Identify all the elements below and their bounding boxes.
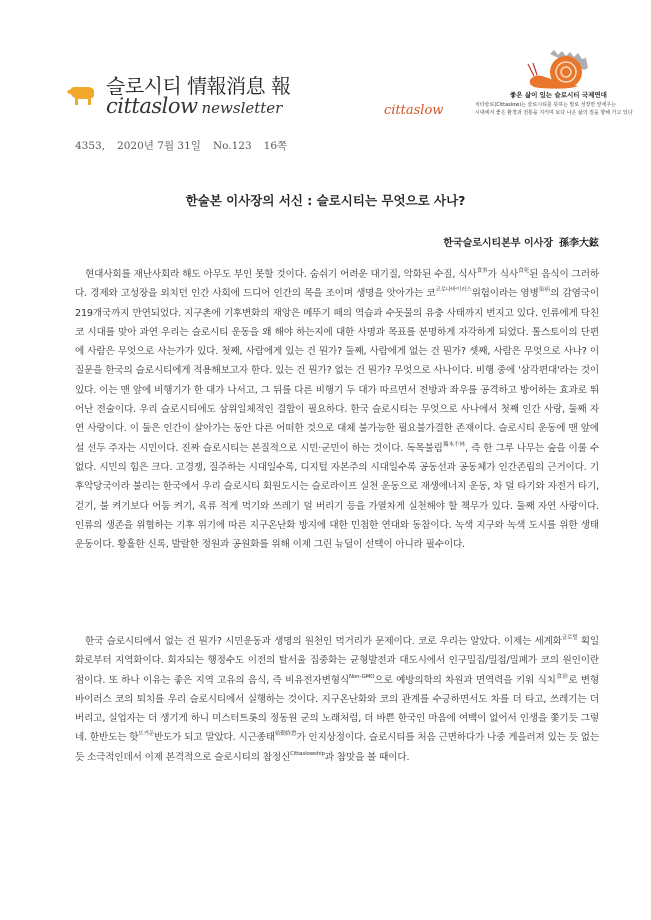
cittaslow-wordmark: cittaslow bbox=[384, 103, 444, 118]
tagline-line-1: 치타슬로(Cittaslow)는 슬로시티를 뜻하는 말로 성장만 앞세우는 bbox=[475, 102, 617, 108]
author-name: 孫李大鉉 bbox=[559, 238, 599, 249]
cittaslow-logo-block bbox=[380, 50, 633, 125]
tagline-heading: 좋은 삶이 있는 슬로시티 국제연대 bbox=[510, 91, 607, 99]
page-count: 16쪽 bbox=[263, 140, 288, 152]
cow-logo-icon bbox=[66, 84, 96, 106]
article-paragraph-1: 현대사회를 재난사회라 해도 아무도 부인 못할 것이다. 숨쉬기 어려운 대기질, 악화된 수질, 식사$^{食事}$가 식사$^{食死}$된 음식이 그러하다. 경제와 고성장을 외치던 인간 사회에 드디어 인간의 목을 조이며 생명을 앗아가는 코$^{코로나바이러스}$위험이라는 염병$^{染病}$의 감염국이 219개국까지 만연되었다. 지구촌에 기후변화의 재앙은 메뚜기 떼의 역습과 수돗물의 유충 사태까지 번지고 있다. 인류에게 닥친 코 시대를 맞아 과연 우리는 슬로시티 운동을 왜 해야 하는지에 대한 사명과 목표를 분명하게 자각하게 되었다. 톨스토이의 단편에 사람은 무엇으로 사는가가 있다. 첫째, 사람에게 있는 건 뭔가? 둘째, 사람에게 없는 건 뭔가? 셋째, 사람은 무엇으로 사나? 이 질문을 한국의 슬로시티에게 적용해보고자 한다. 있는 건 뭔가? 없는 건 뭔가? 무엇으로 사나이다. 비행 중에 '삼각편대'라는 것이 있다. 이는 맨 앞에 비행기가 한 대가 나서고, 그 뒤를 다른 비행기 두 대가 따르면서 전방과 좌우를 공격하고 방어하는 효과로 뛰어난 전술이다. 우리 슬로시티에도 삼위일체적인 결합이 필요하다. 한국 슬로시티는 무엇으로 사나에서 첫째 인간 사랑, 둘째 자연 사랑이다. 이 둘은 인간이 살아가는 동안 다른 어떠한 것으로 대체 불가능한 필요불가결한 존재이다. 슬로시티 운동에 맨 앞에 설 선두 주자는 시민이다. 진짜 슬로시티는 본질적으로 시민·군민이 하는 것이다. 독목불림$^{獨木不林}$, 즉 한 그루 나무는 숲을 이룰 수 없다. 시민의 힘은 크다. 고경쟁, 질주하는 시대일수록, 디지털 자본주의 시대일수록 공동선과 공동체가 인간존립의 근거이다. 기후악당국이라 불리는 한국에서 우리 슬로시티 회원도시는 슬로라이프 실천 운동으로 재생에너지 운동, 차 덜 타기와 자전거 타기, 걷기, 불 켜기보다 어둠 켜기, 육류 적게 먹기와 쓰레기 덜 버리기 등을 가열차게 실천해야 할 책무가 있다. 둘째 자연 사랑이다. 인류의 생존을 위협하는 기후 위기에 따른 지구온난화 방지에 대한 민첩한 연대와 동참이다. 녹색 지구와 녹색 도시를 위한 생태운동이다. 황홀한 신록, 발랄한 정원과 공원화를 위해 이제 그린 뉴딜이 선택이 아니라 필수이다. bbox=[75, 268, 599, 551]
brand-suffix: newsletter bbox=[201, 99, 283, 117]
author-title: 한국슬로시티본부 이사장 bbox=[443, 238, 553, 249]
newsletter-masthead bbox=[66, 70, 336, 120]
issue-number: No.123 bbox=[212, 140, 252, 152]
tagline-line-2: 시대에서 좋은 환경과 전통을 지키며 보다 나은 삶의 질을 향해 가고 있다 bbox=[475, 110, 633, 116]
article-byline bbox=[443, 234, 599, 249]
brand-script: cittaslow bbox=[106, 94, 198, 118]
issue-meta bbox=[75, 138, 299, 153]
article-title: 한술본 이사장의 서신 : 슬로시티는 무엇으로 사나? bbox=[185, 193, 466, 208]
masthead-title: 슬로시티 情報消息 報 bbox=[106, 74, 291, 98]
snail-logo-icon bbox=[520, 50, 590, 92]
article-paragraph-2: 한국 슬로시티에서 없는 건 뭔가? 시민운동과 생명의 원천인 먹거리가 문제이다. 코로 우리는 알았다. 이제는 세계화$^{글로벌}$ 획일화로부터 지역화이다. 회자되는 행정수도 이전의 탈서울 집중화는 균형발전과 대도시에서 인구밀집/밀접/밀폐가 코의 원인이란 점이다. 또 하나 이유는 좋은 지역 고유의 음식, 즉 비유전자변형식$^{Non-GMO}$으로 예방의학의 차원과 면역력을 키워 식치$^{食治}$로 변형 바이러스 코의 퇴치를 우리 슬로시티에서 실행하는 것이다. 지구온난화와 코의 관계를 수긍하면서도 차를 더 타고, 쓰레기는 더 버리고, 실업자는 더 생기게 하니 미스터트롯의 정동원 군의 노래처럼, 더 바쁜 한국인 마음에 여백이 없어서 인생을 쫓기듯 그렇네. 한반도는 핫$^{뜨거운}$반도가 되고 말았다. 시근종태$^{始勤終怠}$가 인지상정이다. 슬로시티를 처음 근면하다가 나중 게을러져 있는 듯 없는 듯 소극적인데서 이제 본격적으로 슬로시티의 참정신$^{Cittaslowship}$과 참맛을 볼 때이다. bbox=[75, 635, 599, 763]
issue-date: 2020년 7월 31일 bbox=[117, 140, 201, 152]
masthead-subtitle bbox=[106, 94, 282, 118]
issue-code: 4353, bbox=[75, 140, 106, 152]
